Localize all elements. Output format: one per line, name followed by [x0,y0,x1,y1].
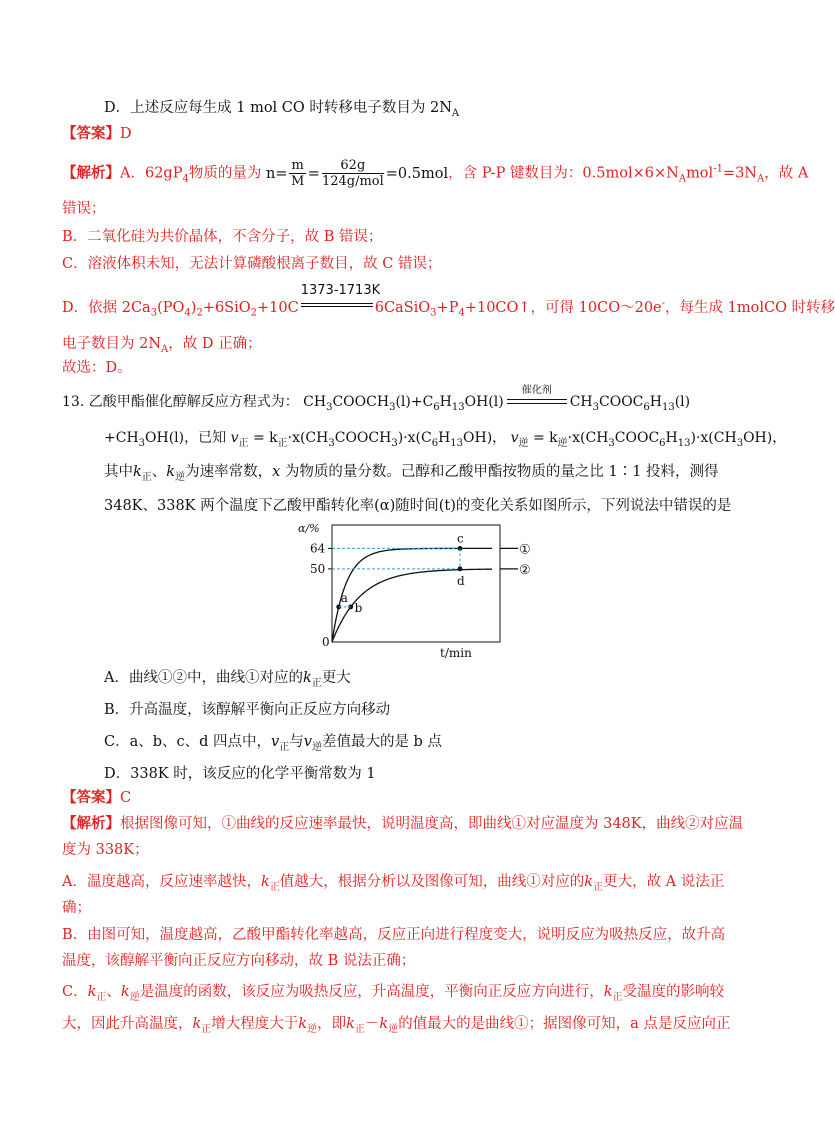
q12-analysis-c: C．溶液体积未知，无法计算磷酸根离子数目，故 C 错误； [62,256,442,272]
series-name-1: ① [519,542,531,558]
fraction-mass-over-molar: $\frac{62g}{\text{124g/mol}}$ [321,158,384,189]
equilibrium-arrow-icon: 催化剂 [507,393,567,411]
q13-option-a: A．曲线①②中，曲线①对应的$k_正$更大 [104,670,351,689]
q13-analysis-line1: 【解析】根据图像可知，①曲线的反应速率最快，说明温度高，即曲线①对应温度为 348K，曲线②对应温 [62,815,744,832]
point-label-a: a [340,590,348,605]
answer-value: C [120,790,132,806]
formula-n: n= $\frac{m}{M}$ = $\frac{62g}{\text{124g/mol}}$ =0.5mol [265,158,449,189]
q12-analysis-a: 【解析】A．$62gP_4$物质的量为 n= $\frac{m}{M}$ = $\frac{62g}{\text{124g/mol}}$ =0.5mol，含 P-P 键数目为：$0.5mol\times 6\times N_Amol^{-1}=3N_A$，故 A [62,158,809,189]
q13-analysis-line3: A．温度越高，反应速率越快，$k_正$值越大，根据分析以及图像可知，曲线①对应的$k_正$更大，故 A 说法正 [62,874,725,893]
answer-tag: 【答案】 [62,125,120,142]
point-label-c: c [457,531,464,546]
x-axis-label: t/min [440,646,472,660]
y-tick-label: 64 [310,541,326,556]
q13-option-c: C．a、b、c、d 四点中，$v_正$与$v_逆$差值最大的是 b 点 [104,734,442,753]
q13-stem-line3: 其中$k_正$、$k_逆$为速率常数，x 为物质的量分数。己醇和乙酸甲酯按物质的量之比 1∶1 投料，测得 [104,464,719,483]
q12-analysis-a-cont: 错误； [62,201,106,217]
fraction-m-over-M: $\frac{m}{M}$ [290,158,305,189]
q12-choose: 故选：D。 [62,360,132,376]
answer-value: D [120,126,132,142]
series-name-2: ② [519,562,531,578]
plot-frame [332,525,500,642]
q13-answer [62,788,131,808]
q13-analysis-line7: C．$k_正$、$k_逆$是温度的函数，该反应为吸热反应，升高温度，平衡向正反应方向进行，$k_正$受温度的影响较 [62,984,724,1003]
q13-stem-line4: 348K、338K 两个温度下乙酸甲酯转化率(α)随时间(t)的变化关系如图所示，下列说法中错误的是 [104,498,732,514]
point-label-d: d [457,573,465,588]
y-axis-label: α/% [298,522,320,535]
conversion-time-chart [290,520,531,660]
y-tick-label: 50 [310,561,326,576]
series-curve-1 [332,548,492,642]
reaction-condition-arrow: 1373-1713K [301,297,373,319]
q13-analysis-line4: 确； [62,900,91,916]
q13-option-d: D．338K 时，该反应的化学平衡常数为 1 [104,766,376,782]
q13-stem-line2: $+CH_3OH(l)$，已知 $v_正$ = $k_正\cdot x(CH_3COOCH_3)\cdot x(C_6H_{13}OH)$， $v_逆$ = $k_逆\cdot x(CH_3COOC_6H_{13})\cdot x(CH_3OH)$， [104,430,787,449]
q13-analysis-line6: 温度，该醇解平衡向正反应方向移动，故 B 说法正确； [62,953,416,969]
q12-answer [62,124,132,144]
q12-option-d: D．上述反应每生成 1 mol CO 时转移电子数目为 $2N_A$ [104,100,460,119]
origin-label: 0 [322,635,330,649]
answer-tag: 【答案】 [62,789,120,806]
q13-analysis-line5: B．由图可知，温度越高，乙酸甲酯转化率越高，反应正向进行程度变大，说明反应为吸热反应，故升高 [62,927,726,943]
q13-analysis-line8: 大，因此升高温度，$k_正$增大程度大于$k_逆$，即$k_正-k_逆$的值最大的是曲线①；据图像可知，a 点是反应向正 [62,1016,731,1035]
q12-analysis-d: D．依据 $2Ca_3(PO_4)_2+6SiO_2+10C$ 1373-1713K $6CaSiO_3+P_4+10CO↑$，可得 10CO～20e-，每生成 1molCO 时转移 [62,282,835,319]
q12-analysis-d-cont: 电子数目为 $2N_A$，故 D 正确； [62,336,262,355]
point-label-b: b [354,600,363,615]
q13-stem-line1: 13. 乙酸甲酯催化醇解反应方程式为： $CH_3COOCH_3(l)+C_6H_{13}OH(l)$ 催化剂 $CH_3COOC_6H_{13}(l)$ [62,385,691,413]
q13-analysis-line2: 度为 338K； [62,842,149,858]
q13-option-b: B．升高温度，该醇解平衡向正反应方向移动 [104,702,391,718]
q12-analysis-b: B．二氧化硅为共价晶体，不含分子，故 B 错误； [62,229,383,245]
